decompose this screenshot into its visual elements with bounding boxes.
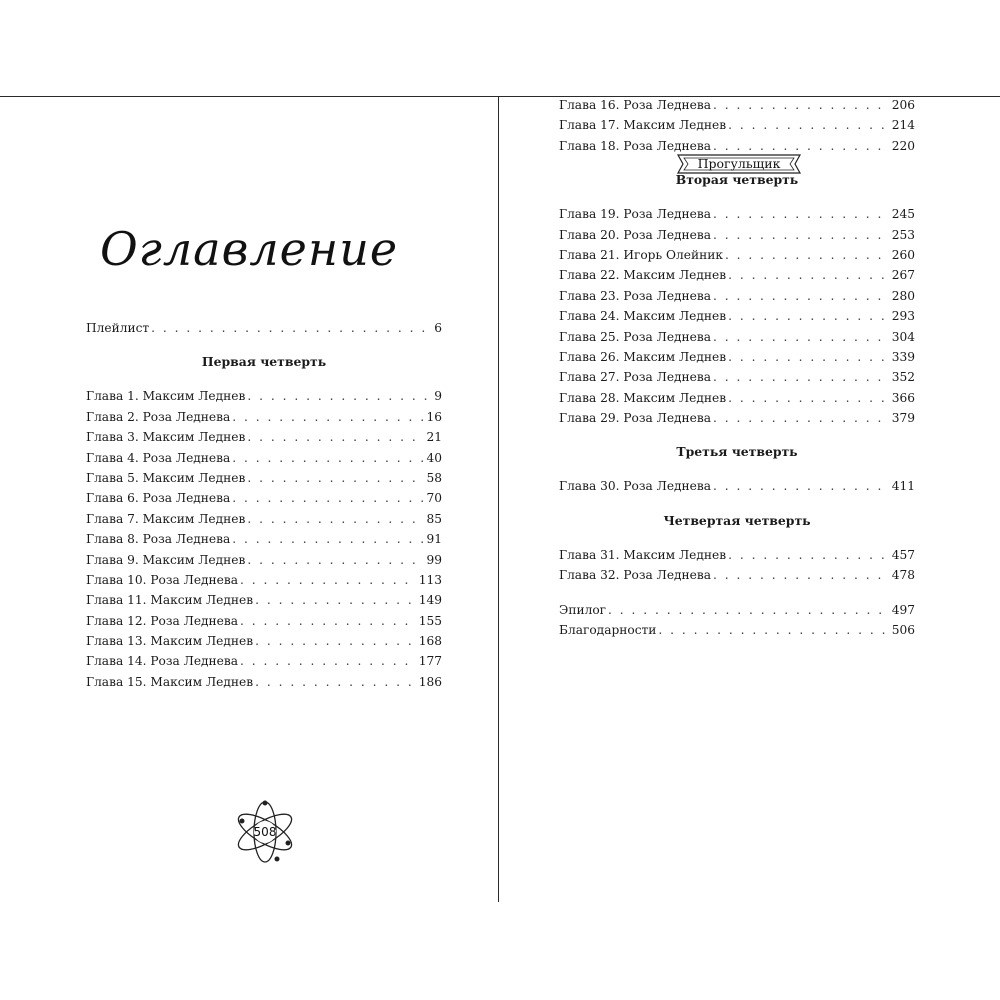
toc-entry [559, 286, 915, 306]
toc-entry [86, 386, 442, 406]
dot-leader [713, 476, 890, 496]
section-heading: Первая четверть [201, 354, 327, 370]
toc-entry-label: Глава 11. Максим Леднев [86, 593, 254, 608]
toc-entry [559, 388, 915, 408]
toc-entry-label: Глава 19. Роза Леднева [559, 207, 712, 222]
toc-entry-page: 260 [891, 247, 915, 262]
toc-entry-label: Глава 32. Роза Леднева [559, 568, 712, 583]
toc-entry [86, 468, 442, 488]
section-heading: Третья четверть [676, 444, 798, 460]
spacer [86, 372, 442, 386]
toc-entry [86, 651, 442, 671]
toc-entry-page: 149 [418, 593, 442, 608]
toc-entry-label: Глава 13. Максим Леднев [86, 634, 254, 649]
toc-entry-label: Глава 17. Максим Леднев [559, 118, 727, 133]
toc-entry-page: 40 [426, 450, 442, 465]
toc-entry-label: Глава 25. Роза Леднева [559, 329, 712, 344]
toc-entry [559, 367, 915, 387]
spacer [559, 531, 915, 545]
toc-entry [559, 347, 915, 367]
toc-entry-label: Глава 27. Роза Леднева [559, 370, 712, 385]
toc-entry-label: Глава 31. Максим Леднев [559, 547, 727, 562]
dot-leader [713, 367, 890, 387]
toc-entry [559, 565, 915, 585]
page-number-badge [230, 797, 300, 867]
toc-entry-page: 339 [891, 349, 915, 364]
toc-entry-page: 21 [426, 430, 442, 445]
spacer [559, 156, 915, 170]
page-number: 508 [253, 825, 277, 839]
dot-leader [728, 347, 890, 367]
toc-entry-page: 366 [891, 390, 915, 405]
toc-entry-page: 497 [891, 602, 915, 617]
dot-leader [608, 600, 890, 620]
toc-entry-label: Глава 4. Роза Леднева [86, 450, 231, 465]
toc-entry [559, 620, 915, 640]
dot-leader [247, 468, 424, 488]
spacer [559, 497, 915, 511]
toc-entry-label: Глава 15. Максим Леднев [86, 674, 254, 689]
toc-entry-label: Глава 30. Роза Леднева [559, 479, 712, 494]
toc-entry [559, 95, 915, 115]
toc-entry-label: Глава 8. Роза Леднева [86, 532, 231, 547]
toc-entry-page: 70 [426, 491, 442, 506]
toc-entry [86, 318, 442, 338]
dot-leader [240, 651, 417, 671]
toc-entry-label: Глава 21. Игорь Олейник [559, 247, 723, 262]
toc-entry [559, 265, 915, 285]
spacer [559, 190, 915, 204]
toc-entry-label: Глава 3. Максим Леднев [86, 430, 246, 445]
toc-entry [559, 245, 915, 265]
dot-leader [247, 509, 424, 529]
toc-entry [86, 488, 442, 508]
toc-entry-page: 267 [891, 268, 915, 283]
toc-entry-label: Глава 20. Роза Леднева [559, 227, 712, 242]
toc-entry [86, 529, 442, 549]
dot-leader [713, 408, 890, 428]
toc-entry-label: Глава 10. Роза Леднева [86, 572, 239, 587]
toc-entry-page: 206 [891, 98, 915, 112]
toc-entry-label: Глава 6. Роза Леднева [86, 491, 231, 506]
toc-entry [86, 570, 442, 590]
dot-leader [728, 265, 890, 285]
toc-entry-label: Благодарности [559, 623, 657, 638]
dot-leader [255, 672, 417, 692]
toc-entry-page: 280 [891, 288, 915, 303]
toc-entry-page: 58 [426, 470, 442, 485]
section-heading: Вторая четверть [675, 172, 799, 188]
toc-entry-label: Глава 1. Максим Леднев [86, 389, 246, 404]
toc-entry-label: Глава 18. Роза Леднева [559, 138, 712, 153]
dot-leader [728, 545, 890, 565]
dot-leader [240, 570, 417, 590]
toc-entry-label: Глава 29. Роза Леднева [559, 411, 712, 426]
dot-leader [728, 388, 890, 408]
toc-entry-page: 99 [426, 552, 442, 567]
toc-entry-label: Глава 5. Максим Леднев [86, 470, 246, 485]
dot-leader [713, 136, 890, 156]
toc-entry-page: 113 [418, 572, 442, 587]
dot-leader [713, 204, 890, 224]
dot-leader [232, 448, 424, 468]
dot-leader [713, 286, 890, 306]
toc-entry-page: 85 [426, 511, 442, 526]
dot-leader [728, 115, 890, 135]
toc-entry-page: 155 [418, 613, 442, 628]
dot-leader [247, 386, 432, 406]
dot-leader [240, 611, 417, 631]
toc-entry-label: Глава 2. Роза Леднева [86, 409, 231, 424]
toc-entry-page: 457 [891, 547, 915, 562]
toc-entry [559, 327, 915, 347]
toc-entry-label: Глава 23. Роза Леднева [559, 288, 712, 303]
toc-entry [86, 550, 442, 570]
toc-entry-label: Глава 9. Максим Леднев [86, 552, 246, 567]
dot-leader [713, 95, 890, 115]
toc-entry-page: 253 [891, 227, 915, 242]
toc-entry-page: 6 [434, 321, 442, 335]
toc-entry-page: 177 [418, 654, 442, 669]
toc-entry-page: 9 [434, 389, 442, 404]
toc-entry-page: 352 [891, 370, 915, 385]
toc-entry-page: 506 [891, 623, 915, 638]
toc-entry-label: Плейлист [86, 321, 150, 335]
toc-entry-label: Глава 26. Максим Леднев [559, 349, 727, 364]
toc-entry [559, 306, 915, 326]
toc-right-list [559, 95, 915, 640]
dot-leader [713, 327, 890, 347]
toc-entry [86, 631, 442, 651]
toc-entry [86, 407, 442, 427]
toc-entry-page: 16 [426, 409, 442, 424]
spacer [559, 586, 915, 600]
running-header-text: Прогульщик [697, 156, 781, 171]
toc-entry [559, 408, 915, 428]
toc-entry-page: 478 [891, 568, 915, 583]
dot-leader [255, 590, 417, 610]
dot-leader [151, 318, 432, 338]
spacer [86, 338, 442, 352]
toc-entry [559, 136, 915, 156]
toc-left-list [86, 318, 442, 692]
toc-entry [559, 115, 915, 135]
dot-leader [232, 488, 424, 508]
dot-leader [232, 529, 424, 549]
toc-entry [559, 225, 915, 245]
toc-entry [559, 600, 915, 620]
dot-leader [247, 427, 424, 447]
dot-leader [255, 631, 417, 651]
toc-entry-page: 214 [891, 118, 915, 133]
toc-entry-label: Глава 24. Максим Леднев [559, 309, 727, 324]
toc-entry-label: Глава 22. Максим Леднев [559, 268, 727, 283]
toc-entry [86, 448, 442, 468]
section-heading: Четвертая четверть [663, 512, 811, 528]
dot-leader [725, 245, 890, 265]
toc-entry-page: 91 [426, 532, 442, 547]
dot-leader [713, 565, 890, 585]
dot-leader [658, 620, 889, 640]
toc-entry-label: Глава 16. Роза Леднева [559, 98, 712, 112]
toc-title: Оглавление [99, 222, 399, 276]
toc-entry-page: 186 [418, 674, 442, 689]
toc-entry-page: 379 [891, 411, 915, 426]
toc-entry [86, 509, 442, 529]
toc-entry-page: 304 [891, 329, 915, 344]
toc-entry-label: Глава 14. Роза Леднева [86, 654, 239, 669]
dot-leader [713, 225, 890, 245]
toc-entry [559, 476, 915, 496]
toc-entry-page: 220 [891, 138, 915, 153]
dot-leader [728, 306, 890, 326]
toc-entry [559, 545, 915, 565]
toc-entry-page: 411 [891, 479, 915, 494]
toc-entry-page: 245 [891, 207, 915, 222]
toc-entry-label: Глава 12. Роза Леднева [86, 613, 239, 628]
dot-leader [232, 407, 424, 427]
toc-entry [86, 611, 442, 631]
toc-entry-label: Глава 7. Максим Леднев [86, 511, 246, 526]
dot-leader [247, 550, 424, 570]
toc-entry-label: Эпилог [559, 602, 607, 617]
toc-entry [86, 590, 442, 610]
toc-entry [86, 427, 442, 447]
toc-entry-label: Глава 28. Максим Леднев [559, 390, 727, 405]
spacer [559, 462, 915, 476]
toc-entry [86, 672, 442, 692]
spacer [559, 428, 915, 442]
toc-entry-page: 293 [891, 309, 915, 324]
toc-entry-page: 168 [418, 634, 442, 649]
toc-entry [559, 204, 915, 224]
